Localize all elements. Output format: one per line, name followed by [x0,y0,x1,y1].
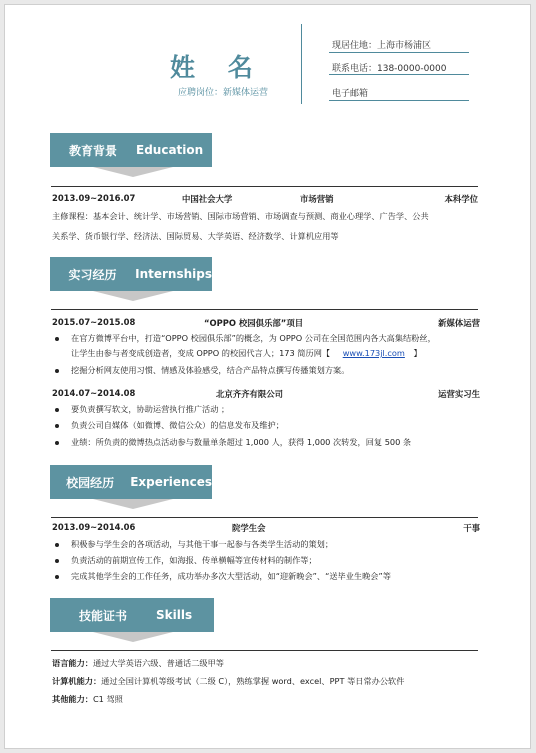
education-degree: 本科学位 [444,194,478,204]
internship-role: 新媒体运营 [438,318,480,328]
header-divider [301,24,302,104]
bullet-text: 负责公司自媒体（如微博、微信公众）的信息发布及维护； [71,420,284,430]
section-title-en: Skills [156,608,193,622]
bullet-text: 负责活动的前期宣传工作，如海报、传单横幅等宣传材料的制作等； [71,555,317,565]
section-internships [50,257,212,291]
divider-line [51,517,478,518]
bullet-text: 在官方微博平台中，打造“OPPO 校园俱乐部”的概念，为 OPPO 公司在全国范围内各大高集结粉丝， [71,333,436,343]
campus-org: 院学生会 [232,523,266,533]
section-arrow [93,632,173,642]
bullet-text: 积极参与学生会的各项活动，与其他干事一起参与各类学生活动的策划； [71,539,334,549]
section-title-en: Education [136,143,204,157]
section-campus [50,465,212,499]
candidate-name: 姓 名 [170,53,265,82]
contact-email: 电子邮箱 [332,89,369,99]
bullet-item [55,539,477,550]
skill-language [52,656,224,670]
section-education [50,133,212,167]
bullet-dot [55,543,59,547]
section-title-cn: 技能证书 [78,608,127,623]
internship-role: 运营实习生 [438,389,480,399]
bullet-text: 让学生由参与者变成创造者，变成 OPPO 的校园代言人；173 简历网【 [71,348,331,358]
bullet-continuation [71,348,481,359]
bracket-close: 】 [413,348,422,358]
resume-page [4,4,531,749]
contact-underline [329,100,469,101]
section-title-cn: 教育背景 [68,143,117,158]
section-title-en: Experiences [130,475,212,489]
bullet-dot [55,408,59,412]
education-courses-line2: 关系学、货币银行学、经济法、国际贸易、大学英语、经济数学、计算机应用等 [52,231,339,241]
divider-line [51,186,478,187]
campus-period: 2013.09~2014.06 [52,522,136,532]
contact-underline [329,52,469,53]
bullet-item [55,555,477,566]
divider-line [51,309,478,310]
bullet-dot [55,441,59,445]
section-arrow [93,499,173,509]
contact-phone: 联系电话：138-0000-0000 [332,64,447,74]
internship-company: 北京齐齐有限公司 [216,389,283,399]
divider-line [51,650,478,651]
education-school: 中国社会大学 [182,194,233,204]
section-title-cn: 实习经历 [68,267,117,282]
contact-address: 现居住地：上海市杨浦区 [332,41,432,51]
bullet-text: 业绩：所负责的微博热点活动参与数量单条超过 1,000 人，获得 1,000 次转发，回复 500 条 [71,437,412,447]
internship-title: “OPPO 校园俱乐部”项目 [204,318,304,328]
contact-underline [329,74,469,75]
bullet-dot [55,424,59,428]
education-period: 2013.09~2016.07 [52,193,136,203]
section-skills [50,598,214,632]
bullet-dot [55,559,59,563]
bullet-item [55,420,477,431]
skill-other [52,692,123,706]
bullet-dot [55,575,59,579]
bullet-item [55,365,477,376]
section-title-cn: 校园经历 [66,475,115,490]
skill-value: C1 驾照 [92,694,123,704]
bullet-item [55,437,477,448]
bullet-text: 要负责撰写软文，协助运营执行推广活动 ； [71,404,230,414]
skill-computer [52,674,404,688]
skill-label: 计算机能力： [52,676,102,686]
education-courses-line1: 主修课程：基本会计、统计学、市场营销、国际市场营销、市场调查与预测、商业心理学、广告学、公共 [52,211,429,221]
bullet-item [55,404,477,415]
education-major: 市场营销 [300,194,334,204]
skill-label: 其他能力： [52,694,93,704]
internship-period: 2015.07~2015.08 [52,317,136,327]
section-arrow [93,291,173,301]
job-intent: 应聘岗位：新媒体运营 [178,88,269,98]
bullet-text: 完成其他学生会的工作任务，成功举办多次大型活动，如“迎新晚会”、“送毕业生晚会”等 [71,571,391,581]
section-title-en: Internships [135,267,212,281]
skill-value: 通过全国计算机等级考试（二级 C），熟练掌握 word、excel、PPT 等日常办公软件 [101,676,405,686]
bullet-item [55,571,477,582]
bullet-dot [55,369,59,373]
internship-period: 2014.07~2014.08 [52,388,136,398]
bullet-text: 挖掘分析网友使用习惯、情感及体验感受，结合产品特点撰写传播策划方案。 [71,365,350,375]
skill-label: 语言能力： [52,658,93,668]
section-arrow [93,167,173,177]
bullet-dot [55,337,59,341]
skill-value: 通过大学英语六级、普通话二级甲等 [92,658,224,668]
campus-role: 干事 [463,523,480,533]
bullet-item [55,333,477,344]
website-link[interactable]: www.173jl.com [342,348,405,358]
